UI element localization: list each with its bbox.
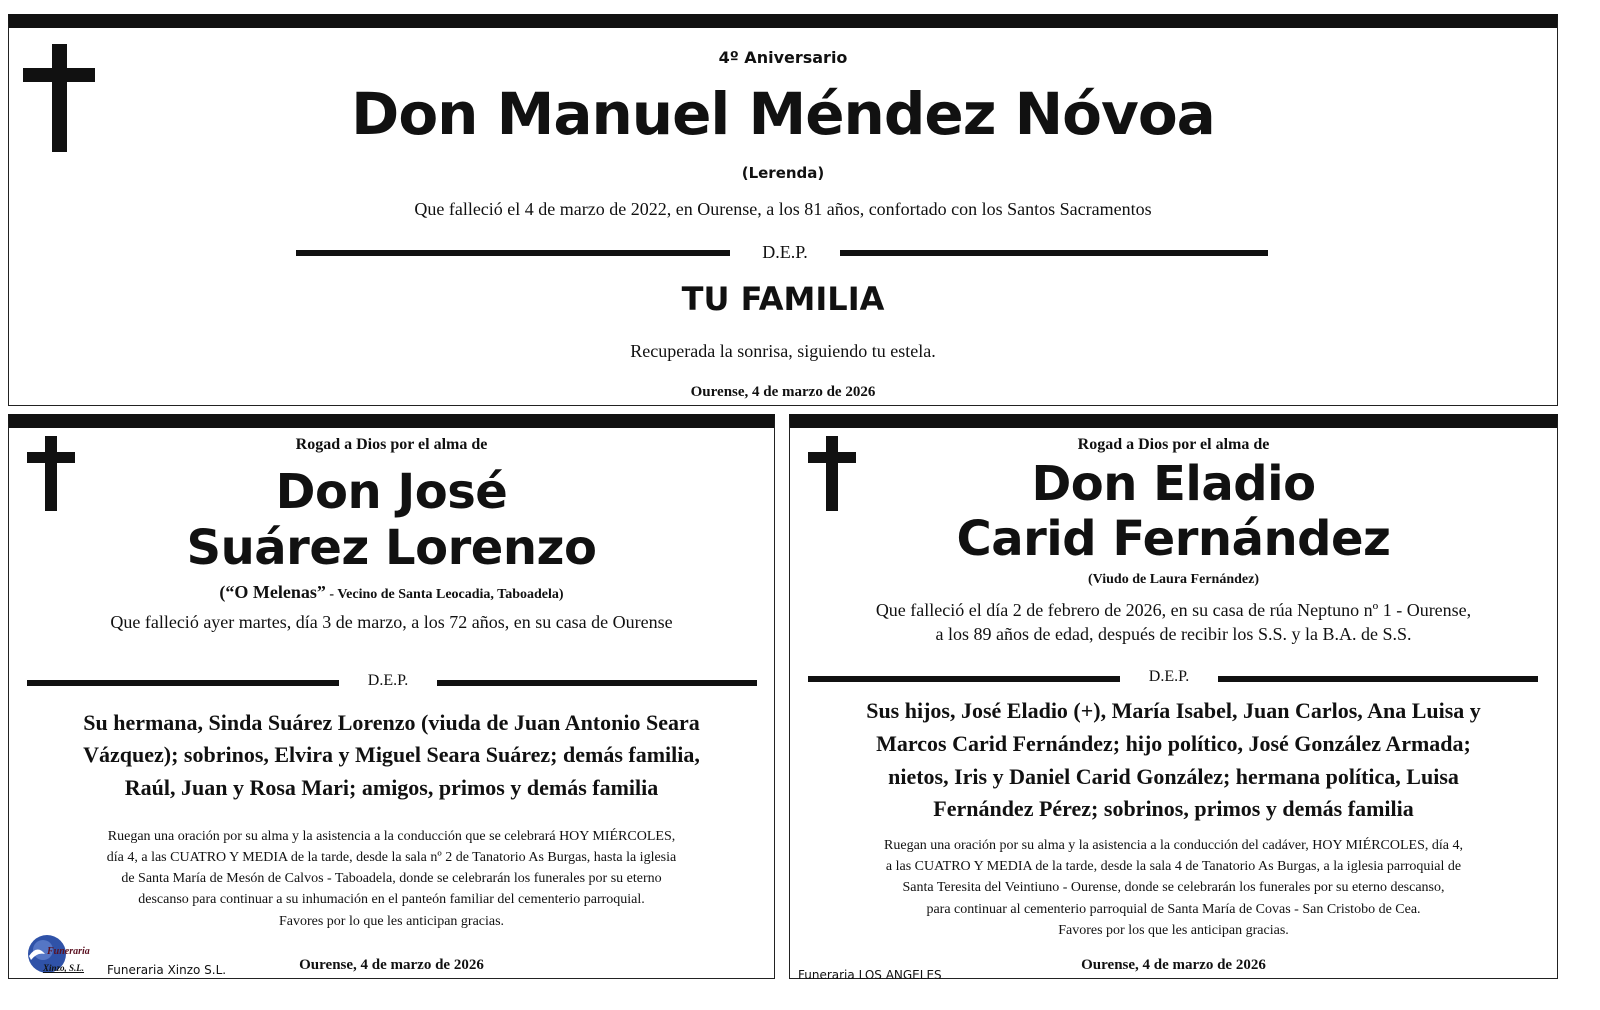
deceased-name-line2: Carid Fernández xyxy=(956,511,1391,567)
ceremony-line: de Santa María de Mesón de Calvos - Taboadela, donde se celebrarán los funerales por su eterno xyxy=(121,871,662,886)
family-line: Fernández Pérez; sobrinos, primos y demás familia xyxy=(933,796,1414,821)
phrase: Recuperada la sonrisa, siguiendo tu estela. xyxy=(630,341,936,361)
notice-left xyxy=(8,414,775,979)
family-line: Vázquez); sobrinos, Elvira y Miguel Seara Suárez; demás familia, xyxy=(83,742,700,767)
ceremony-line: Favores por lo que les anticipan gracias. xyxy=(278,914,505,929)
dep-label: D.E.P. xyxy=(1148,668,1190,685)
deceased-name-line2: Suárez Lorenzo xyxy=(186,520,597,576)
nickname-detail: - Vecino de Santa Leocadia, Taboadela) xyxy=(325,587,564,602)
death-info: Que falleció el 4 de marzo de 2022, en Ourense, a los 81 años, confortado con los Santos Sacramentos xyxy=(414,199,1152,219)
deceased-name-line1: Don Eladio xyxy=(1031,456,1316,512)
family-line: Raúl, Juan y Rosa Mari; amigos, primos y demás familia xyxy=(124,775,659,800)
notice-date: Ourense, 4 de marzo de 2026 xyxy=(690,384,876,400)
family-heading: TU FAMILIA xyxy=(681,280,885,318)
logo-text-line2: Xinzo, S.L. xyxy=(43,963,85,973)
nickname: (Lerenda) xyxy=(741,164,825,182)
dep-label: D.E.P. xyxy=(367,672,409,689)
funeral-home: Funeraria Xinzo S.L. xyxy=(107,963,227,977)
ceremony-line: Favores por los que les anticipan gracias. xyxy=(1058,923,1289,938)
notice-date: Ourense, 4 de marzo de 2026 xyxy=(299,957,484,973)
ceremony-line: para continuar al cementerio parroquial de Santa María de Covas - San Cristobo de Cea. xyxy=(926,902,1421,917)
nickname: (Viudo de Laura Fernández) xyxy=(1088,572,1259,587)
family-line: nietos, Iris y Daniel Carid González; hermana política, Luisa xyxy=(888,764,1459,789)
divider-left xyxy=(808,676,1120,682)
logo-text-line1: Funeraria xyxy=(47,946,90,957)
nickname-quote: (“O Melenas” xyxy=(219,582,326,602)
notice-right xyxy=(789,414,1558,982)
death-info-line: a los 89 años de edad, después de recibir los S.S. y la B.A. de S.S. xyxy=(935,624,1412,644)
ceremony-line: Santa Teresita del Veintiuno - Ourense, donde se celebrarán los funerales por su eterno descanso, xyxy=(902,880,1445,895)
family-line: Marcos Carid Fernández; hijo político, José González Armada; xyxy=(876,731,1471,756)
death-info-line: Que falleció el día 2 de febrero de 2026, en su casa de rúa Neptuno nº 1 - Ourense, xyxy=(875,600,1472,620)
ceremony-line: Ruegan una oración por su alma y la asistencia a la conducción del cadáver, HOY MIÉRCOLES, día 4, xyxy=(884,838,1463,853)
divider-left xyxy=(27,680,339,686)
nickname xyxy=(9,582,774,603)
prayer-heading: Rogad a Dios por el alma de xyxy=(295,436,488,453)
death-info: Que falleció ayer martes, día 3 de marzo, a los 72 años, en su casa de Ourense xyxy=(110,612,673,632)
divider-right xyxy=(1218,676,1538,682)
notice-date: Ourense, 4 de marzo de 2026 xyxy=(1081,957,1266,973)
divider-left xyxy=(296,250,730,256)
funeral-home: Funeraria LOS ANGELES xyxy=(798,968,942,982)
deceased-name: Don Manuel Méndez Nóvoa xyxy=(351,80,1215,148)
ceremony-line: Ruegan una oración por su alma y la asistencia a la conducción que se celebrará HOY MIÉRCOLES, xyxy=(107,829,676,844)
divider-right xyxy=(437,680,757,686)
ceremony-line: descanso para continuar a su inhumación en el panteón familiar del cementerio parroquial. xyxy=(138,892,645,907)
notice-top xyxy=(8,14,1558,406)
funeraria-xinzo-logo xyxy=(23,934,107,978)
prayer-heading: Rogad a Dios por el alma de xyxy=(1077,436,1270,453)
family-line: Sus hijos, José Eladio (+), María Isabel, Juan Carlos, Ana Luisa y xyxy=(866,698,1481,723)
ceremony-line: a las CUATRO Y MEDIA de la tarde, desde la sala 4 de Tanatorio As Burgas, a la iglesia parroquial de xyxy=(885,859,1462,874)
divider-right xyxy=(840,250,1268,256)
ceremony-line: día 4, a las CUATRO Y MEDIA de la tarde, desde la sala nº 2 de Tanatorio As Burgas, hasta la iglesia xyxy=(106,850,677,865)
family-line: Su hermana, Sinda Suárez Lorenzo (viuda de Juan Antonio Seara xyxy=(83,710,700,735)
deceased-name-line1: Don José xyxy=(275,464,508,520)
anniversary-label: 4º Aniversario xyxy=(718,48,848,67)
dep-label: D.E.P. xyxy=(762,242,808,262)
